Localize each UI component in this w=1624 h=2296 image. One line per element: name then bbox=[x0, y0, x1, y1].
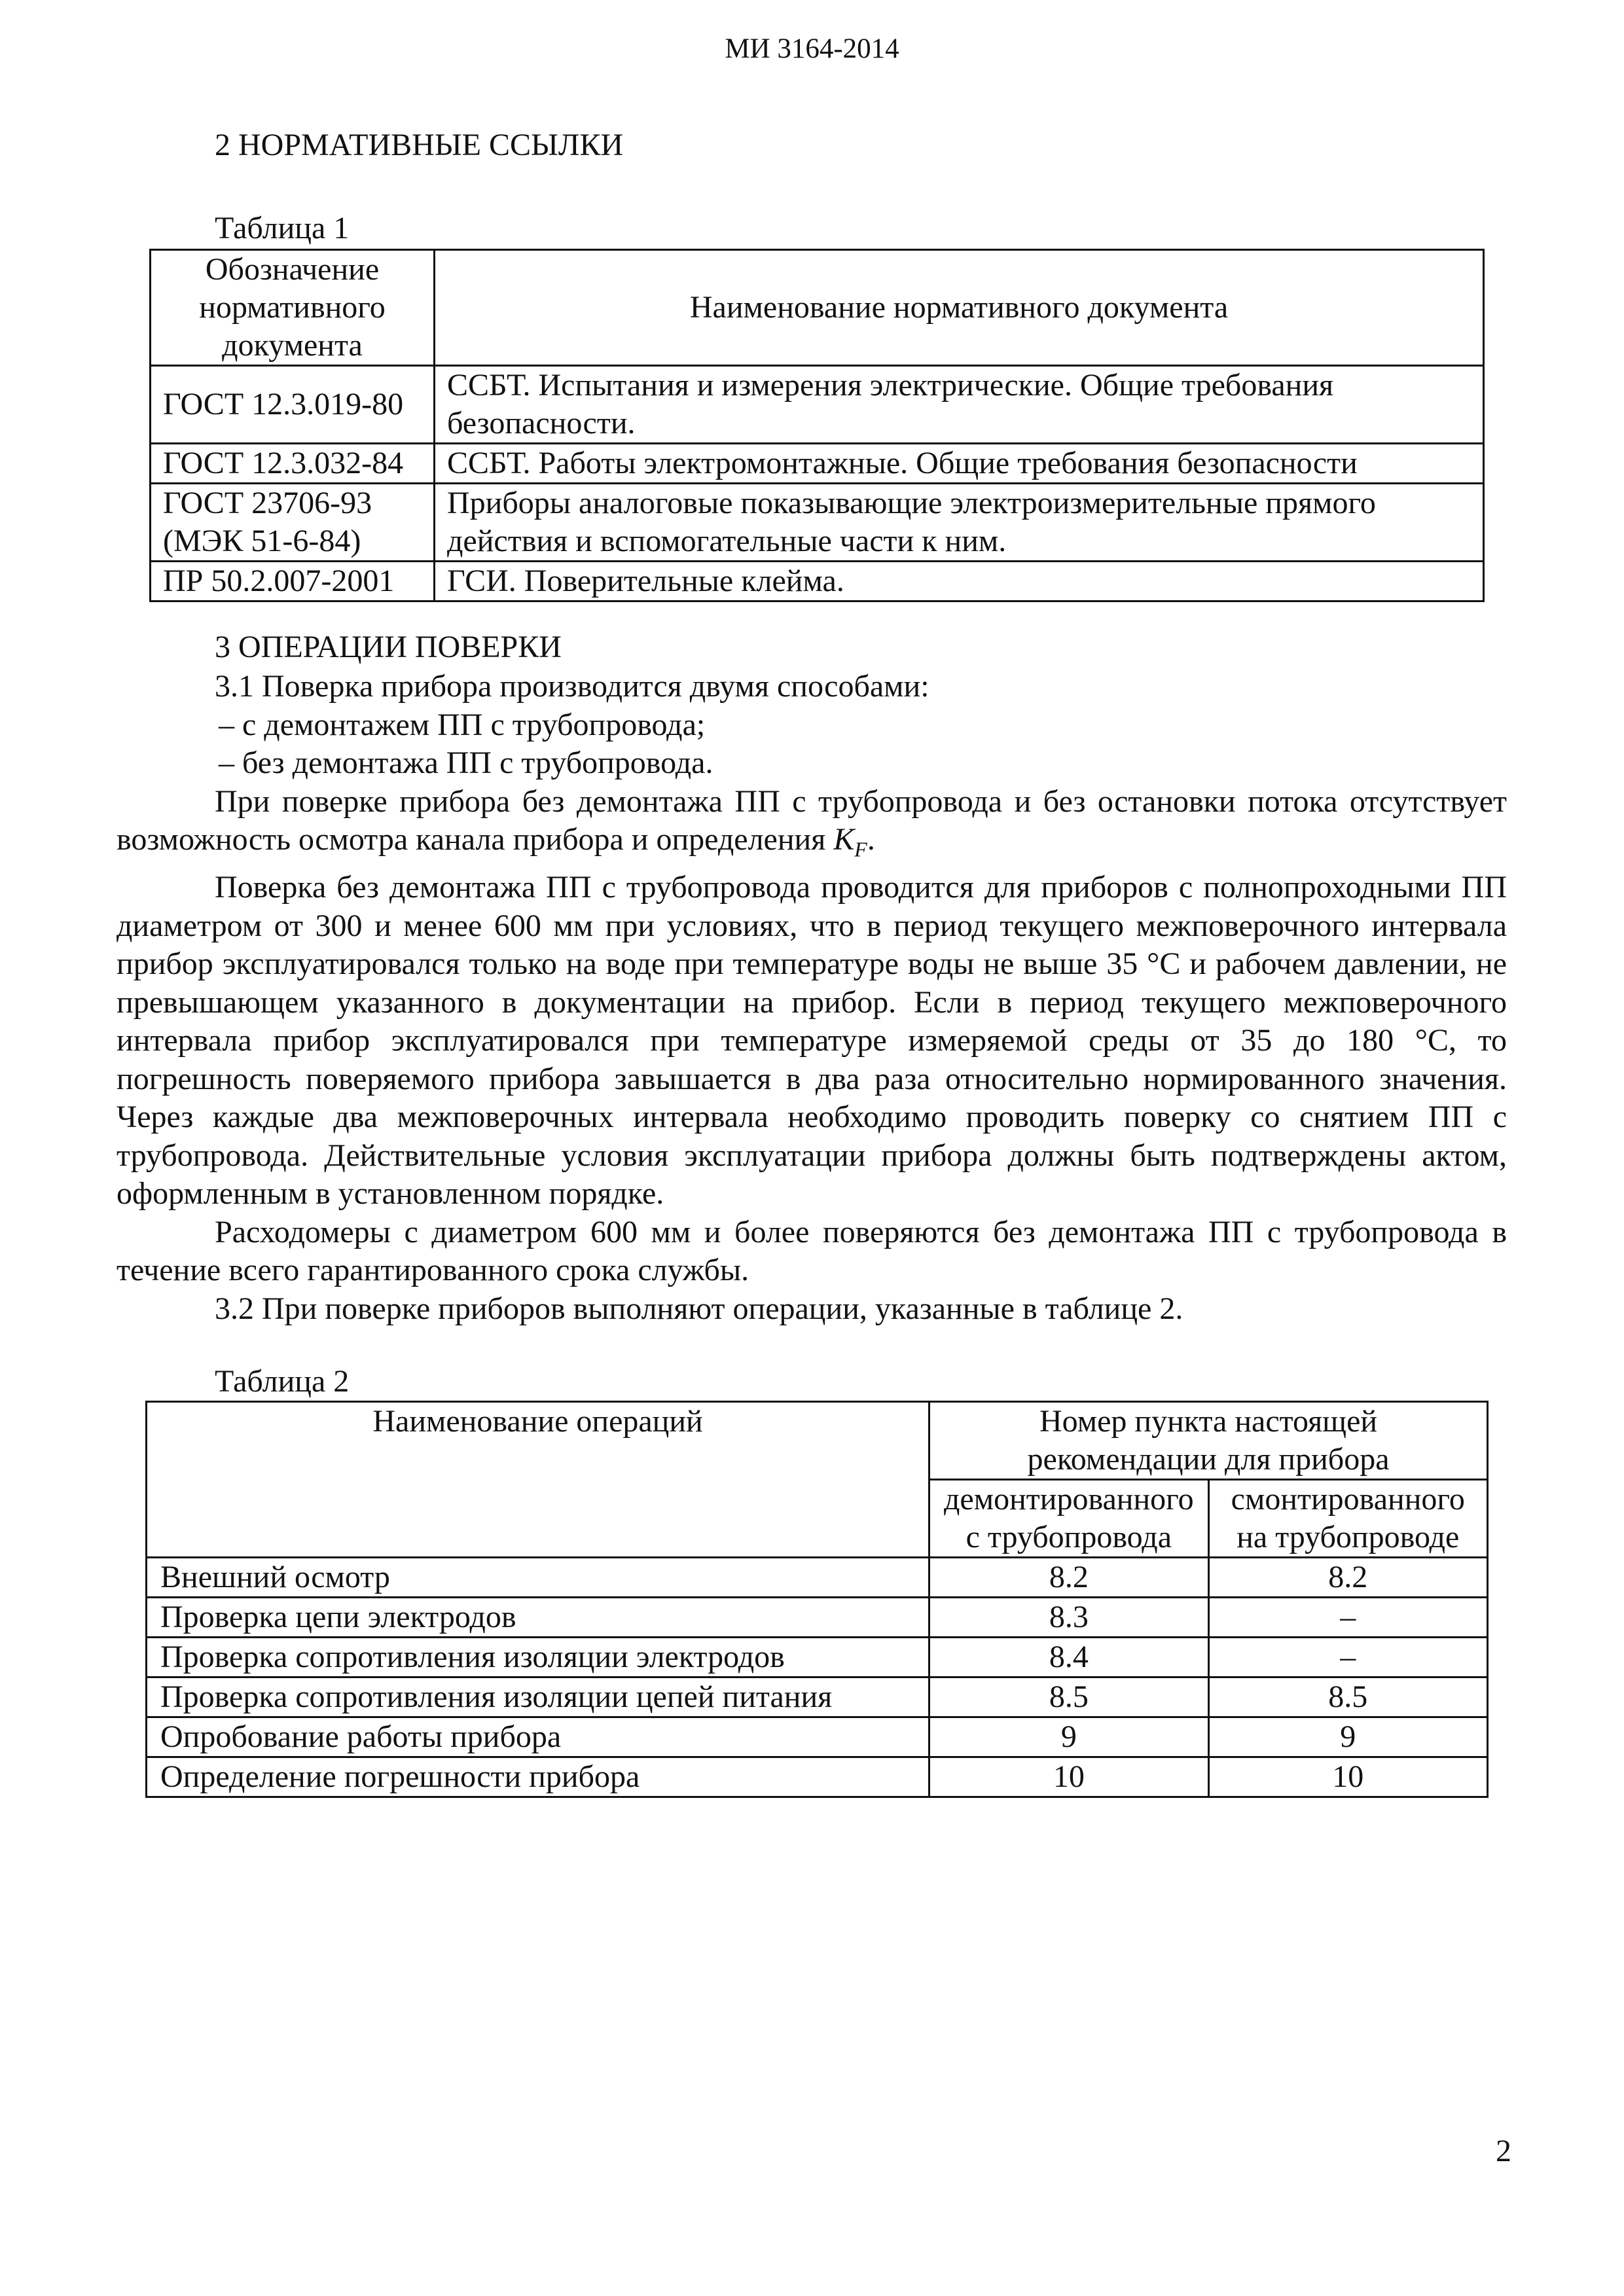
page-number: 2 bbox=[1496, 2134, 1511, 2168]
document-name: ССБТ. Работы электромонтажные. Общие требования безопасности bbox=[435, 444, 1484, 484]
document-code-header: МИ 3164-2014 bbox=[725, 33, 899, 64]
document-code: ПР 50.2.007-2001 bbox=[151, 562, 435, 601]
dismounted-clause: 8.3 bbox=[929, 1598, 1208, 1638]
operation-name: Опробование работы прибора bbox=[147, 1717, 929, 1757]
verification-operations-table bbox=[145, 1401, 1489, 1798]
mounted-clause: – bbox=[1208, 1598, 1487, 1638]
document-name: Приборы аналоговые показывающие электроизмерительные прямого действия и вспомогательные части к ним. bbox=[435, 484, 1484, 562]
table-1-caption: Таблица 1 bbox=[215, 211, 350, 245]
dismounted-clause: 8.4 bbox=[929, 1638, 1208, 1677]
operation-name: Проверка цепи электродов bbox=[147, 1598, 929, 1638]
dismounted-clause: 10 bbox=[929, 1757, 1208, 1797]
document-name: ГСИ. Поверительные клейма. bbox=[435, 562, 1484, 601]
table-row bbox=[147, 1677, 1488, 1717]
table-header-row bbox=[147, 1402, 1488, 1480]
table-row bbox=[151, 444, 1484, 484]
table-row bbox=[147, 1598, 1488, 1638]
paragraph-3-1: 3.1 Поверка прибора производится двумя способами: bbox=[215, 669, 929, 704]
paragraph-verification-conditions: Поверка без демонтажа ПП с трубопровода проводится для приборов с полнопроходными ПП диаметром от 300 и менее 600 мм при условиях, что в период текущего межповерочного интервала прибор эксплуатировался только на воде при температуре воды не выше 35 °С и рабочем давлении, не превышающем указанного в документации на прибор. Если в период текущего межповерочного интервала прибор эксплуатировался при температуре измеряемой среды от 35 до 180 °С, то погрешность поверяемого прибора завышается в два раза относительно нормированного значения. Через каждые два межповерочных интервала необходимо проводить поверку со снятием ПП с трубопровода. Действительные условия эксплуатации прибора должны быть подтверждены актом, оформленным в установленном порядке. bbox=[117, 870, 1507, 1211]
operation-name: Проверка сопротивления изоляции электродов bbox=[147, 1638, 929, 1677]
kf-symbol: K bbox=[833, 822, 855, 857]
kf-subscript: F bbox=[854, 837, 867, 861]
col-mounted-header: смонтированного на трубопроводе bbox=[1208, 1480, 1487, 1558]
section-3-title: 3 ОПЕРАЦИИ ПОВЕРКИ bbox=[215, 630, 562, 664]
document-code: ГОСТ 12.3.032-84 bbox=[151, 444, 435, 484]
table-row bbox=[151, 484, 1484, 562]
list-item: – с демонтажем ПП с трубопровода; bbox=[219, 707, 706, 742]
table-header-row bbox=[151, 250, 1484, 366]
section-2-title: 2 НОРМАТИВНЫЕ ССЫЛКИ bbox=[215, 128, 624, 162]
paragraph-no-dismount bbox=[117, 783, 1507, 869]
paragraph-flowmeters: Расходомеры с диаметром 600 мм и более поверяются без демонтажа ПП с трубопровода в течение всего гарантированного срока службы. bbox=[117, 1214, 1507, 1288]
mounted-clause: 10 bbox=[1208, 1757, 1487, 1797]
section-3-body bbox=[117, 668, 1507, 1328]
col-document-name-header: Наименование нормативного документа bbox=[435, 250, 1484, 366]
document-code: ГОСТ 23706-93 (МЭК 51-6-84) bbox=[151, 484, 435, 562]
paragraph-3-2: 3.2 При поверке приборов выполняют операции, указанные в таблице 2. bbox=[215, 1291, 1183, 1326]
col-dismounted-header: демонтированного с трубопровода bbox=[929, 1480, 1208, 1558]
mounted-clause: 8.5 bbox=[1208, 1677, 1487, 1717]
table-2-caption: Таблица 2 bbox=[215, 1364, 350, 1399]
dismounted-clause: 8.5 bbox=[929, 1677, 1208, 1717]
operation-name: Внешний осмотр bbox=[147, 1558, 929, 1598]
col-clause-number-header: Номер пункта настоящей рекомендации для прибора bbox=[929, 1402, 1488, 1480]
dismounted-clause: 8.2 bbox=[929, 1558, 1208, 1598]
operation-name: Проверка сопротивления изоляции цепей питания bbox=[147, 1677, 929, 1717]
table-row bbox=[147, 1638, 1488, 1677]
table-row bbox=[147, 1717, 1488, 1757]
document-name: ССБТ. Испытания и измерения электрические. Общие требования безопасности. bbox=[435, 366, 1484, 444]
paragraph-text: При поверке прибора без демонтажа ПП с трубопровода и без остановки потока отсутствует возможность осмотра канала прибора и определения bbox=[117, 783, 1507, 857]
mounted-clause: 8.2 bbox=[1208, 1558, 1487, 1598]
paragraph-end: . bbox=[867, 822, 875, 857]
document-code: ГОСТ 12.3.019-80 bbox=[151, 366, 435, 444]
col-operation-name-header: Наименование операций bbox=[147, 1402, 929, 1558]
table-row bbox=[147, 1558, 1488, 1598]
dismounted-clause: 9 bbox=[929, 1717, 1208, 1757]
operation-name: Определение погрешности прибора bbox=[147, 1757, 929, 1797]
normative-references-table bbox=[149, 249, 1485, 602]
mounted-clause: 9 bbox=[1208, 1717, 1487, 1757]
table-row bbox=[151, 562, 1484, 601]
table-row bbox=[151, 366, 1484, 444]
mounted-clause: – bbox=[1208, 1638, 1487, 1677]
table-row bbox=[147, 1757, 1488, 1797]
col-designation-header: Обозначение нормативного документа bbox=[151, 250, 435, 366]
list-item: – без демонтажа ПП с трубопровода. bbox=[219, 745, 713, 780]
